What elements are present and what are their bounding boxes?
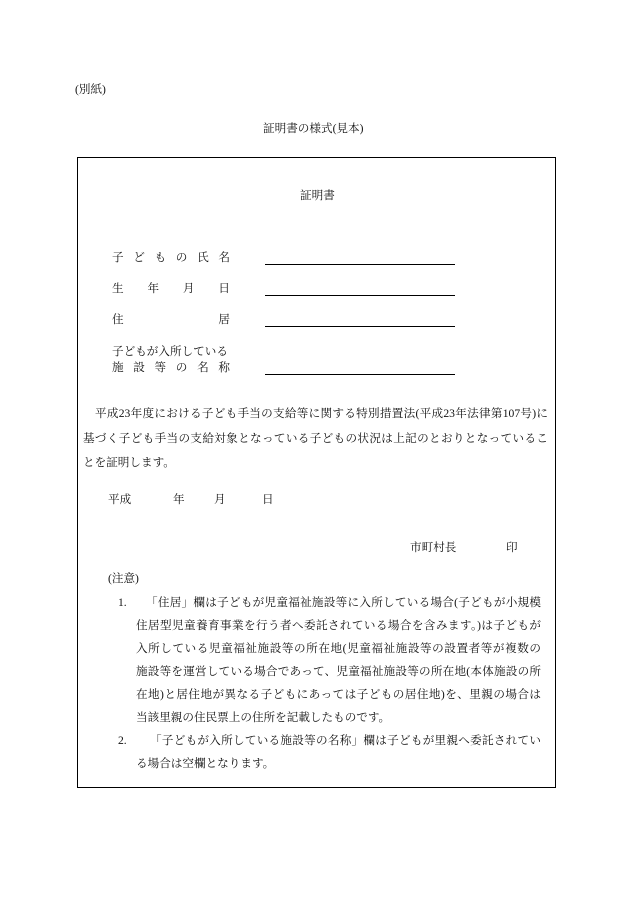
label-char: 日 <box>218 282 230 295</box>
field-label-facility-line2 <box>112 360 230 376</box>
label-char: 子 <box>112 251 124 264</box>
field-label-birth-date <box>112 281 230 297</box>
seal-mark: 印 <box>506 541 518 554</box>
label-char: 名 <box>197 361 209 374</box>
note-line: 「住居」欄は子どもが児童福祉施設等に入所している場合(子どもが小規模 <box>146 596 541 609</box>
note-number: 2. <box>118 734 127 747</box>
date-month: 月 <box>214 493 226 506</box>
note-line: る場合は空欄となります。 <box>136 757 275 770</box>
label-char: 生 <box>112 282 124 295</box>
note-line: 住居型児童養育事業を行う者へ委託されている場合を含みます。)は子どもが <box>136 619 541 632</box>
note-line: 入所している児童福祉施設等の所在地(児童福祉施設等の設置者等が複数の <box>136 642 541 655</box>
label-char: 居 <box>218 313 230 326</box>
label-char: 名 <box>218 251 230 264</box>
date-day: 日 <box>262 493 274 506</box>
label-char: 住 <box>112 313 124 326</box>
date-era: 平成 <box>108 493 132 506</box>
statement-line: とを証明します。 <box>83 456 175 469</box>
document-title: 証明書の様式(見本) <box>263 122 364 135</box>
note-line: 施設等を運営している場合であって、児童福祉施設等の所在地(本体施設の所 <box>136 665 541 678</box>
label-char: の <box>175 361 188 374</box>
label-char: 氏 <box>197 251 209 264</box>
statement-line: 基づく子ども手当の支給対象となっている子どもの状況は上記のとおりとなっているこ <box>83 432 548 445</box>
certificate-heading: 証明書 <box>300 189 335 202</box>
facility-blank-line <box>265 374 455 375</box>
label-char: 等 <box>154 361 167 374</box>
birth-date-blank-line <box>265 295 455 296</box>
attachment-label: (別紙) <box>75 83 106 96</box>
address-blank-line <box>265 326 455 327</box>
label-char: 称 <box>218 361 230 374</box>
label-char: ど <box>133 251 145 264</box>
label-char: 設 <box>133 361 145 374</box>
notes-heading: (注意) <box>108 572 139 585</box>
child-name-blank-line <box>265 264 455 265</box>
label-char: の <box>175 251 188 264</box>
label-char: 施 <box>112 361 124 374</box>
label-char: 年 <box>147 282 160 295</box>
field-label-child-name <box>112 250 230 266</box>
note-line: 在地)と居住地が異なる子どもにあっては子どもの居住地)を、里親の場合は <box>136 688 541 701</box>
statement-line: 平成23年度における子ども手当の支給等に関する特別措置法(平成23年法律第107号)に <box>95 407 548 420</box>
label-char: 月 <box>182 282 195 295</box>
label-char: も <box>154 251 167 264</box>
note-line: 当該里親の住民票上の住所を記載したものです。 <box>136 711 391 724</box>
note-line: 「子どもが入所している施設等の名称」欄は子どもが里親へ委託されてい <box>150 734 541 747</box>
note-number: 1. <box>118 596 127 609</box>
field-label-address <box>112 312 230 328</box>
signatory-title: 市町村長 <box>410 541 457 554</box>
field-label-facility-line1: 子どもが入所している <box>112 345 228 358</box>
date-year: 年 <box>173 493 185 506</box>
